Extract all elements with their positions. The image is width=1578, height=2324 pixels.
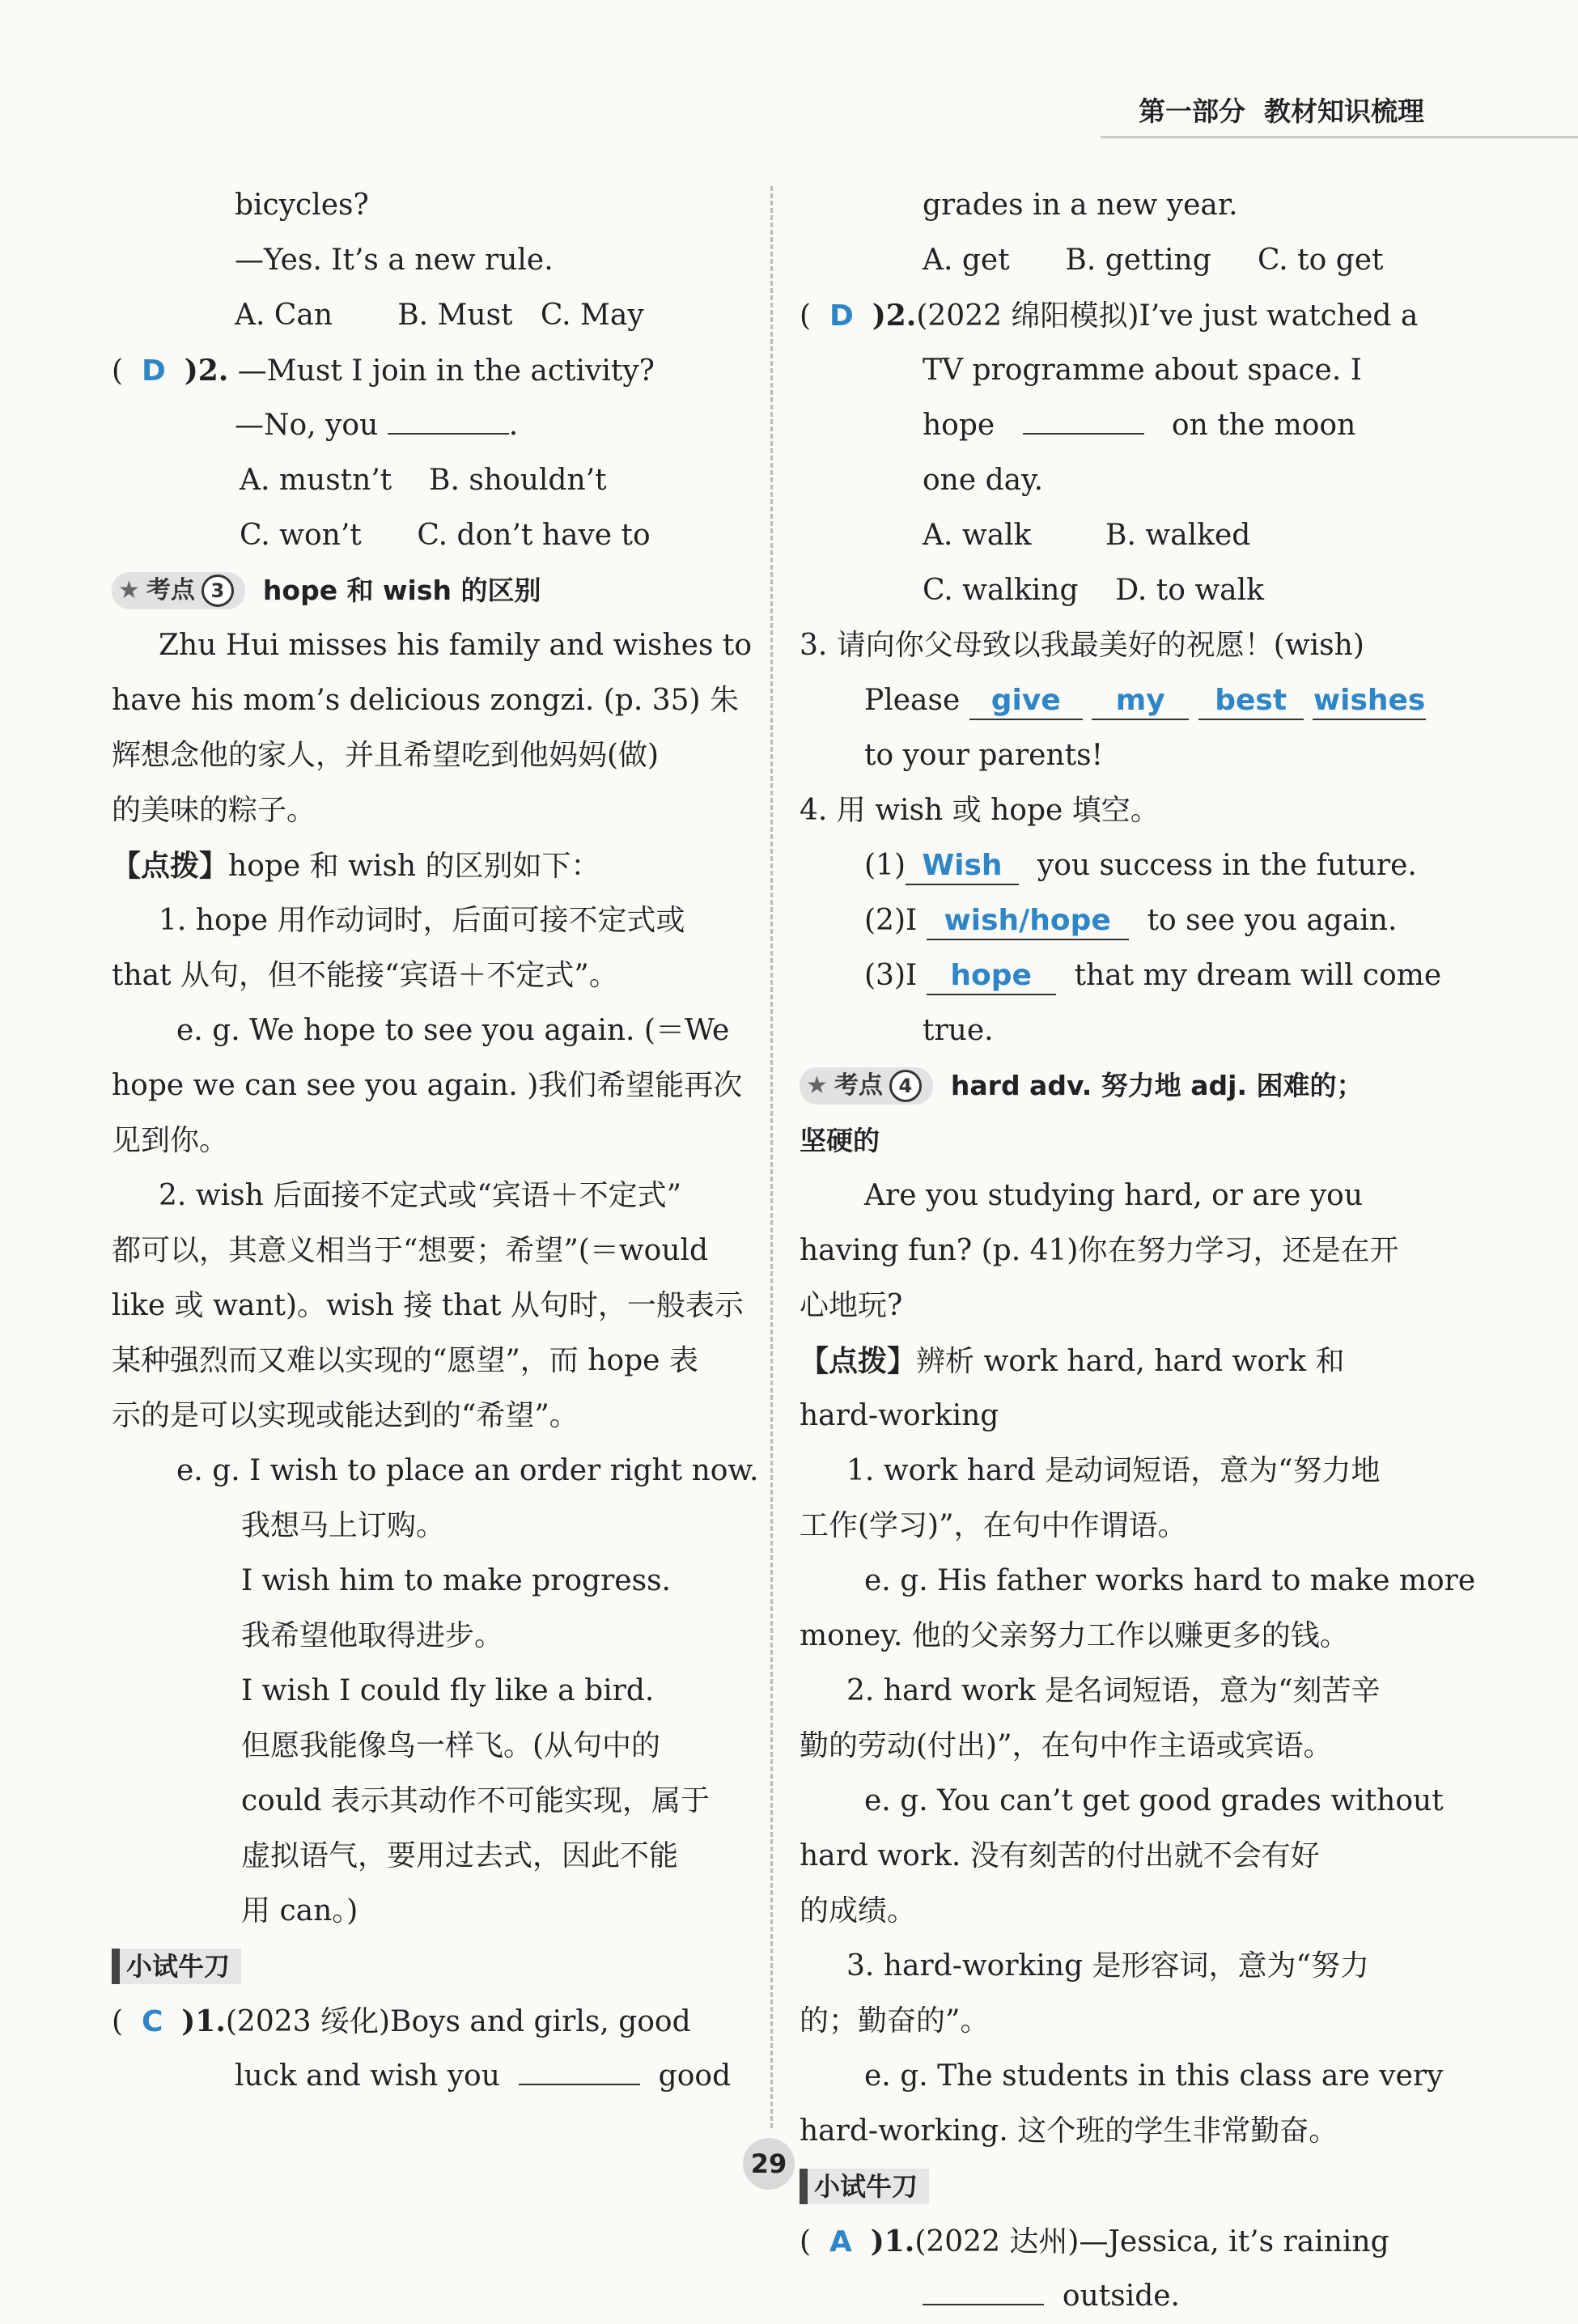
tip-line: hard-working xyxy=(800,1399,999,1432)
answer-blank xyxy=(1023,433,1144,435)
page-number: 29 xyxy=(743,2138,795,2190)
question-4-item xyxy=(800,838,1423,893)
answer-mark: A xyxy=(829,2225,852,2258)
point-2: 勤的劳动(付出)”，在句中作主语或宾语。 xyxy=(800,1729,1333,1762)
practice-question-1-cont xyxy=(112,2049,735,2104)
left-column xyxy=(112,178,759,2104)
fill-answer: give xyxy=(969,683,1083,720)
point-1-example: money. 他的父亲努力工作以赚更多的钱。 xyxy=(800,1619,1349,1652)
question-2-options-cd xyxy=(112,508,735,563)
example-line: 的美味的粽子。 xyxy=(112,794,316,827)
point-3: 的；勤奋的”。 xyxy=(800,2004,990,2038)
point-1-example: e. g. His father works hard to make more xyxy=(864,1564,1476,1597)
practice-badge: 小试牛刀 xyxy=(112,1949,241,1984)
point-2-example: 我想马上订购。 xyxy=(241,1509,446,1542)
option-b: B. Must xyxy=(397,299,513,332)
fill-answer: my xyxy=(1092,683,1189,720)
example-line: Zhu Hui misses his family and wishes to xyxy=(159,629,753,662)
question-text: (2022 达州)—Jessica, it’s raining xyxy=(914,2225,1389,2258)
question-text: on the moon xyxy=(1171,409,1356,442)
question-2-reply xyxy=(112,398,735,453)
question-2-options-ab xyxy=(800,508,1423,563)
option-d: D. to walk xyxy=(1115,574,1264,607)
question-tail: grades in a new year. xyxy=(923,189,1238,222)
question-2-line xyxy=(800,398,1423,453)
point-2: 都可以，其意义相当于“想要；希望”(＝would xyxy=(112,1234,709,1267)
example-line: 心地玩? xyxy=(800,1289,903,1322)
answer-blank xyxy=(923,2304,1044,2305)
fill-answer: best xyxy=(1198,683,1304,720)
question-reply: —Yes. It’s a new rule. xyxy=(235,244,554,277)
question-number: )2. xyxy=(872,299,917,333)
question-options xyxy=(800,233,1423,288)
kaodian-3-heading xyxy=(112,563,735,618)
point-2-example: I wish I could fly like a bird. xyxy=(241,1674,655,1707)
point-2-example: could 表示其动作不可能实现，属于 xyxy=(241,1784,711,1817)
point-3-example: hard-working. 这个班的学生非常勤奋。 xyxy=(800,2114,1338,2148)
question-number: )1. xyxy=(181,2004,226,2038)
question-options xyxy=(112,288,735,343)
option-a: A. mustn’t xyxy=(240,464,392,497)
option-d: C. don’t have to xyxy=(417,519,651,552)
point-1: 1. hope 用作动词时，后面可接不定式或 xyxy=(159,904,685,937)
option-a: A. Can xyxy=(235,299,333,332)
practice-question-1: ( C )1.(2023 绥化)Boys and girls, good xyxy=(112,2004,691,2038)
question-text: Please xyxy=(864,684,961,717)
example-line: 辉想念他的家人，并且希望吃到他妈妈(做) xyxy=(112,739,660,772)
question-tail: bicycles? xyxy=(235,189,369,222)
kaodian-number: 3 xyxy=(201,575,234,607)
question-text: good xyxy=(658,2059,732,2093)
point-1: 工作(学习)”，在句中作谓语。 xyxy=(800,1509,1187,1542)
question-4-item xyxy=(800,948,1442,1003)
point-2-example: e. g. You can’t get good grades without xyxy=(864,1784,1444,1817)
example-line: Are you studying hard, or are you xyxy=(864,1179,1364,1212)
reply-text: —No, you xyxy=(235,409,379,442)
question-text: outside. xyxy=(1062,2279,1180,2313)
point-2-example: I wish him to make progress. xyxy=(241,1564,671,1597)
answer-mark: D xyxy=(141,354,166,388)
answer-blank xyxy=(519,2084,640,2085)
practice-question-1-cont xyxy=(800,2269,1423,2324)
point-2-example: 用 can。) xyxy=(241,1894,358,1927)
option-a: A. walk xyxy=(923,519,1032,552)
point-2-example: 的成绩。 xyxy=(800,1894,917,1927)
point-2-example: e. g. I wish to place an order right now. xyxy=(176,1454,759,1487)
answer-mark: D xyxy=(829,299,854,333)
question-2: ( D )2.(2022 绵阳模拟)I’ve just watched a xyxy=(800,299,1419,333)
kaodian-number: 4 xyxy=(889,1070,922,1102)
question-text: hope xyxy=(923,409,995,442)
point-2-example: 虚拟语气，要用过去式，因此不能 xyxy=(241,1839,679,1872)
answer-blank xyxy=(388,433,509,435)
practice-question-1: ( A )1.(2022 达州)—Jessica, it’s raining xyxy=(800,2224,1389,2258)
fill-answer: wishes xyxy=(1313,683,1426,720)
question-text: —Must I join in the activity? xyxy=(237,354,655,388)
item-text: that my dream will come xyxy=(1074,959,1442,992)
question-2: ( D )2. —Must I join in the activity? xyxy=(112,354,655,388)
question-2-options-ab xyxy=(112,453,735,508)
fill-answer: wish/hope xyxy=(927,903,1129,940)
fill-answer: hope xyxy=(927,958,1056,995)
kaodian-4-heading xyxy=(800,1058,1423,1113)
star-icon: ★ xyxy=(806,1071,828,1100)
option-c: C. to get xyxy=(1257,244,1384,277)
point-1-example: hope we can see you again. )我们希望能再次 xyxy=(112,1069,743,1102)
point-3-example: e. g. The students in this class are very xyxy=(864,2059,1444,2093)
option-b: B. walked xyxy=(1105,519,1251,552)
point-2: 2. hard work 是名词短语，意为“刻苦辛 xyxy=(846,1674,1381,1707)
option-b: B. getting xyxy=(1065,244,1211,277)
option-c: C. walking xyxy=(923,574,1079,607)
item-number: (1) xyxy=(864,849,906,882)
answer-mark: C xyxy=(141,2005,163,2038)
point-1: that 从句，但不能接“宾语＋不定式”。 xyxy=(112,959,618,992)
header-title: 教材知识梳理 xyxy=(1264,95,1424,127)
question-4-item xyxy=(800,893,1423,948)
question-text: TV programme about space. I xyxy=(923,354,1362,387)
point-2-example: 我希望他取得进步。 xyxy=(241,1619,504,1652)
question-2-line: one day. xyxy=(923,464,1044,497)
point-1-example: e. g. We hope to see you again. (＝We xyxy=(176,1014,730,1047)
point-2-example: hard work. 没有刻苦的付出就不会有好 xyxy=(800,1839,1320,1872)
question-number: )1. xyxy=(870,2224,915,2258)
practice-heading xyxy=(112,1939,735,1994)
kaodian-title: hope 和 wish 的区别 xyxy=(262,575,541,606)
question-number: )2. xyxy=(184,354,229,388)
fill-answer: Wish xyxy=(906,848,1019,885)
example-line: having fun? (p. 41)你在努力学习，还是在开 xyxy=(800,1234,1399,1267)
kaodian-title: hard adv. 努力地 adj. 困难的； xyxy=(950,1070,1364,1101)
item-number: (3)I xyxy=(864,959,918,992)
tip-text: 辨析 work hard, hard work 和 xyxy=(916,1345,1345,1378)
kaodian-label: 考点 xyxy=(834,1071,883,1100)
point-2-example: 但愿我能像鸟一样飞。(从句中的 xyxy=(241,1729,661,1762)
point-1-example: 见到你。 xyxy=(112,1124,229,1157)
item-number: (2)I xyxy=(864,904,918,937)
question-3: 3. 请向你父母致以我最美好的祝愿！(wish) xyxy=(800,629,1364,662)
option-b: B. shouldn’t xyxy=(429,464,607,497)
header-section: 第一部分 xyxy=(1139,95,1246,127)
kaodian-badge xyxy=(112,572,245,609)
example-line: have his mom’s delicious zongzi. (p. 35) 朱 xyxy=(112,684,740,717)
tip-label: 【点拨】 xyxy=(800,1344,917,1378)
tip-line xyxy=(112,838,735,893)
column-divider xyxy=(770,186,773,2128)
tip-text: hope 和 wish 的区别如下： xyxy=(228,850,600,883)
point-2: 某种强烈而又难以实现的“愿望”，而 hope 表 xyxy=(112,1344,698,1377)
question-3-answer xyxy=(800,673,1426,728)
tip-line xyxy=(800,1334,1423,1389)
question-4: 4. 用 wish 或 hope 填空。 xyxy=(800,794,1160,827)
question-text: luck and wish you xyxy=(235,2059,500,2093)
point-3: 3. hard-working 是形容词，意为“努力 xyxy=(846,1949,1369,1983)
option-c: C. won’t xyxy=(240,519,362,552)
tip-label: 【点拨】 xyxy=(112,849,229,883)
header-rule xyxy=(1101,136,1578,138)
point-2: like 或 want)。wish 接 that 从句时，一般表示 xyxy=(112,1289,744,1322)
practice-badge: 小试牛刀 xyxy=(800,2169,929,2204)
kaodian-label: 考点 xyxy=(146,576,195,604)
kaodian-badge xyxy=(800,1067,933,1105)
item-text: you success in the future. xyxy=(1037,849,1417,882)
reply-end: . xyxy=(508,409,519,442)
question-3-end: to your parents! xyxy=(864,739,1104,772)
right-column xyxy=(800,178,1476,2324)
point-2: 示的是可以实现或能达到的“希望”。 xyxy=(112,1399,579,1432)
question-2-options-cd xyxy=(800,563,1423,618)
question-2-line xyxy=(800,343,1423,398)
option-a: A. get xyxy=(923,244,1010,277)
question-4-tail: true. xyxy=(923,1014,994,1047)
star-icon: ★ xyxy=(118,576,140,604)
question-text: (2022 绵阳模拟)I’ve just watched a xyxy=(916,299,1419,333)
question-text: (2023 绥化)Boys and girls, good xyxy=(225,2005,691,2038)
point-1: 1. work hard 是动词短语，意为“努力地 xyxy=(846,1454,1381,1487)
item-text: to see you again. xyxy=(1147,904,1398,937)
page-header xyxy=(1139,91,1424,129)
point-2: 2. wish 后面接不定式或“宾语＋不定式” xyxy=(159,1179,682,1212)
practice-heading xyxy=(800,2159,1423,2214)
option-c: C. May xyxy=(540,299,644,332)
kaodian-title-cont: 坚硬的 xyxy=(800,1125,880,1156)
